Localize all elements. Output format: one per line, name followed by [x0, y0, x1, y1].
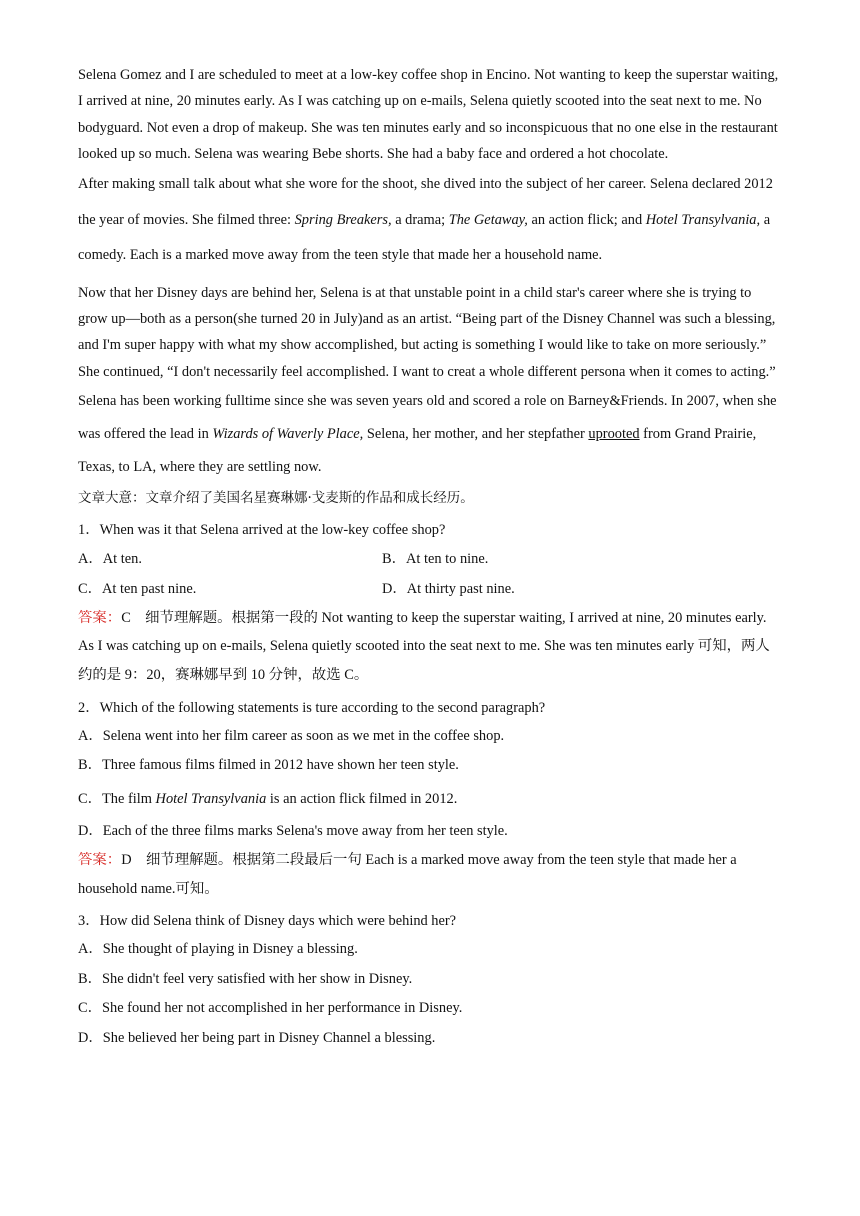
- option-a: A．At ten.: [78, 550, 142, 567]
- answer-label: 答案：: [78, 609, 122, 626]
- option-b: B．She didn't feel very satisfied with her show in Disney.: [78, 970, 413, 987]
- document-page: [78, 62, 780, 1053]
- option-a: A．Selena went into her film career as soon as we met in the coffee shop.: [78, 727, 505, 744]
- passage-paragraph-4: Selena has been working fulltime since she was seven years old and scored a role on Barney&Friends. In 2007, when she was offered the lead in Wizards of Waverly Place, Selena, her mother, and her stepfather uprooted from Grand Prairie, Texas, to LA, where they are settling now.: [78, 392, 777, 475]
- question-1-stem: 1．When was it that Selena arrived at the low-key coffee shop?: [78, 521, 446, 538]
- option-d: D．Each of the three films marks Selena's move away from her teen style.: [78, 822, 508, 839]
- passage-paragraph-1: Selena Gomez and I are scheduled to meet at a low-key coffee shop in Encino. Not wanting to keep the superstar waiting, I arrived at nine, 20 minutes early. As I was catching up on e-mails, Selena quietly scooted into the seat next to me. No bodyguard. Not even a drop of makeup. She was ten minutes early and so inconspicuous that no one else in the restaurant looked up so much. Selena was wearing Bebe shorts. She had a baby face and ordered a hot chocolate.: [78, 67, 779, 162]
- film-title: The Getaway,: [448, 211, 528, 228]
- option-d: D．She believed her being part in Disney Channel a blessing.: [78, 1029, 436, 1046]
- option-a: A．She thought of playing in Disney a blessing.: [78, 941, 358, 958]
- question-1-options-row-2: [78, 574, 780, 604]
- option-b: B．At ten to nine.: [382, 550, 489, 567]
- film-title: Hotel Transylvania: [155, 790, 267, 807]
- summary-label: 文章大意：: [78, 489, 146, 506]
- question-1-options-row-1: [78, 544, 780, 574]
- summary-text: 文章介绍了美国名星赛琳娜·戈麦斯的作品和成长经历。: [145, 489, 474, 506]
- passage-paragraph-3: Now that her Disney days are behind her, Selena is at that unstable point in a child star's career where she is trying to grow up—both as a person(she turned 20 in July)and as an artist. “Being part of the Disney Channel was such a blessing, and I'm super happy with what my show accomplished, but acting is something I would like to take on more seriously.” She continued, “I don't necessarily feel accomplished. I want to creat a whole different persona when it comes to acting.”: [78, 284, 776, 380]
- answer-label: 答案：: [78, 852, 122, 869]
- film-title: Spring Breakers,: [294, 211, 392, 228]
- option-b: B．Three famous films filmed in 2012 have shown her teen style.: [78, 757, 459, 774]
- answer-text: D 细节理解题。根据第二段最后一句 Each is a marked move away from the teen style that made her a household name.可知。: [78, 852, 737, 897]
- show-title: Wizards of Waverly Place,: [212, 425, 364, 442]
- option-d: D．At thirty past nine.: [382, 580, 515, 597]
- option-c: C．She found her not accomplished in her performance in Disney.: [78, 1000, 463, 1017]
- option-c: C．At ten past nine.: [78, 580, 197, 597]
- option-c: C．The film Hotel Transylvania is an action flick filmed in 2012.: [78, 790, 458, 807]
- question-2-answer: [78, 846, 780, 903]
- passage-paragraph-2: After making small talk about what she wore for the shoot, she dived into the subject of her career. Selena declared 2012 the year of movies. She filmed three: Spring Breakers, a drama; The Getaway, an action flick; and Hotel Transylvania, a comedy. Each is a marked move away from the teen style that made her a household name.: [78, 176, 773, 264]
- summary: [78, 484, 780, 512]
- underlined-word: uprooted: [588, 425, 640, 442]
- question-1-answer: [78, 604, 780, 690]
- question-3-stem: 3．How did Selena think of Disney days which were behind her?: [78, 913, 457, 930]
- film-title: Hotel Transylvania,: [645, 211, 761, 228]
- answer-text: C 细节理解题。根据第一段的 Not wanting to keep the superstar waiting, I arrived at nine, 20 minutes early. As I was catching up on e-mails, Selena quietly scooted into the seat next to me. She was ten minutes early 可知，两人约的是 9：20，赛琳娜早到 10 分钟，故选 C。: [78, 609, 770, 684]
- question-2-stem: 2．Which of the following statements is ture according to the second paragraph?: [78, 699, 546, 716]
